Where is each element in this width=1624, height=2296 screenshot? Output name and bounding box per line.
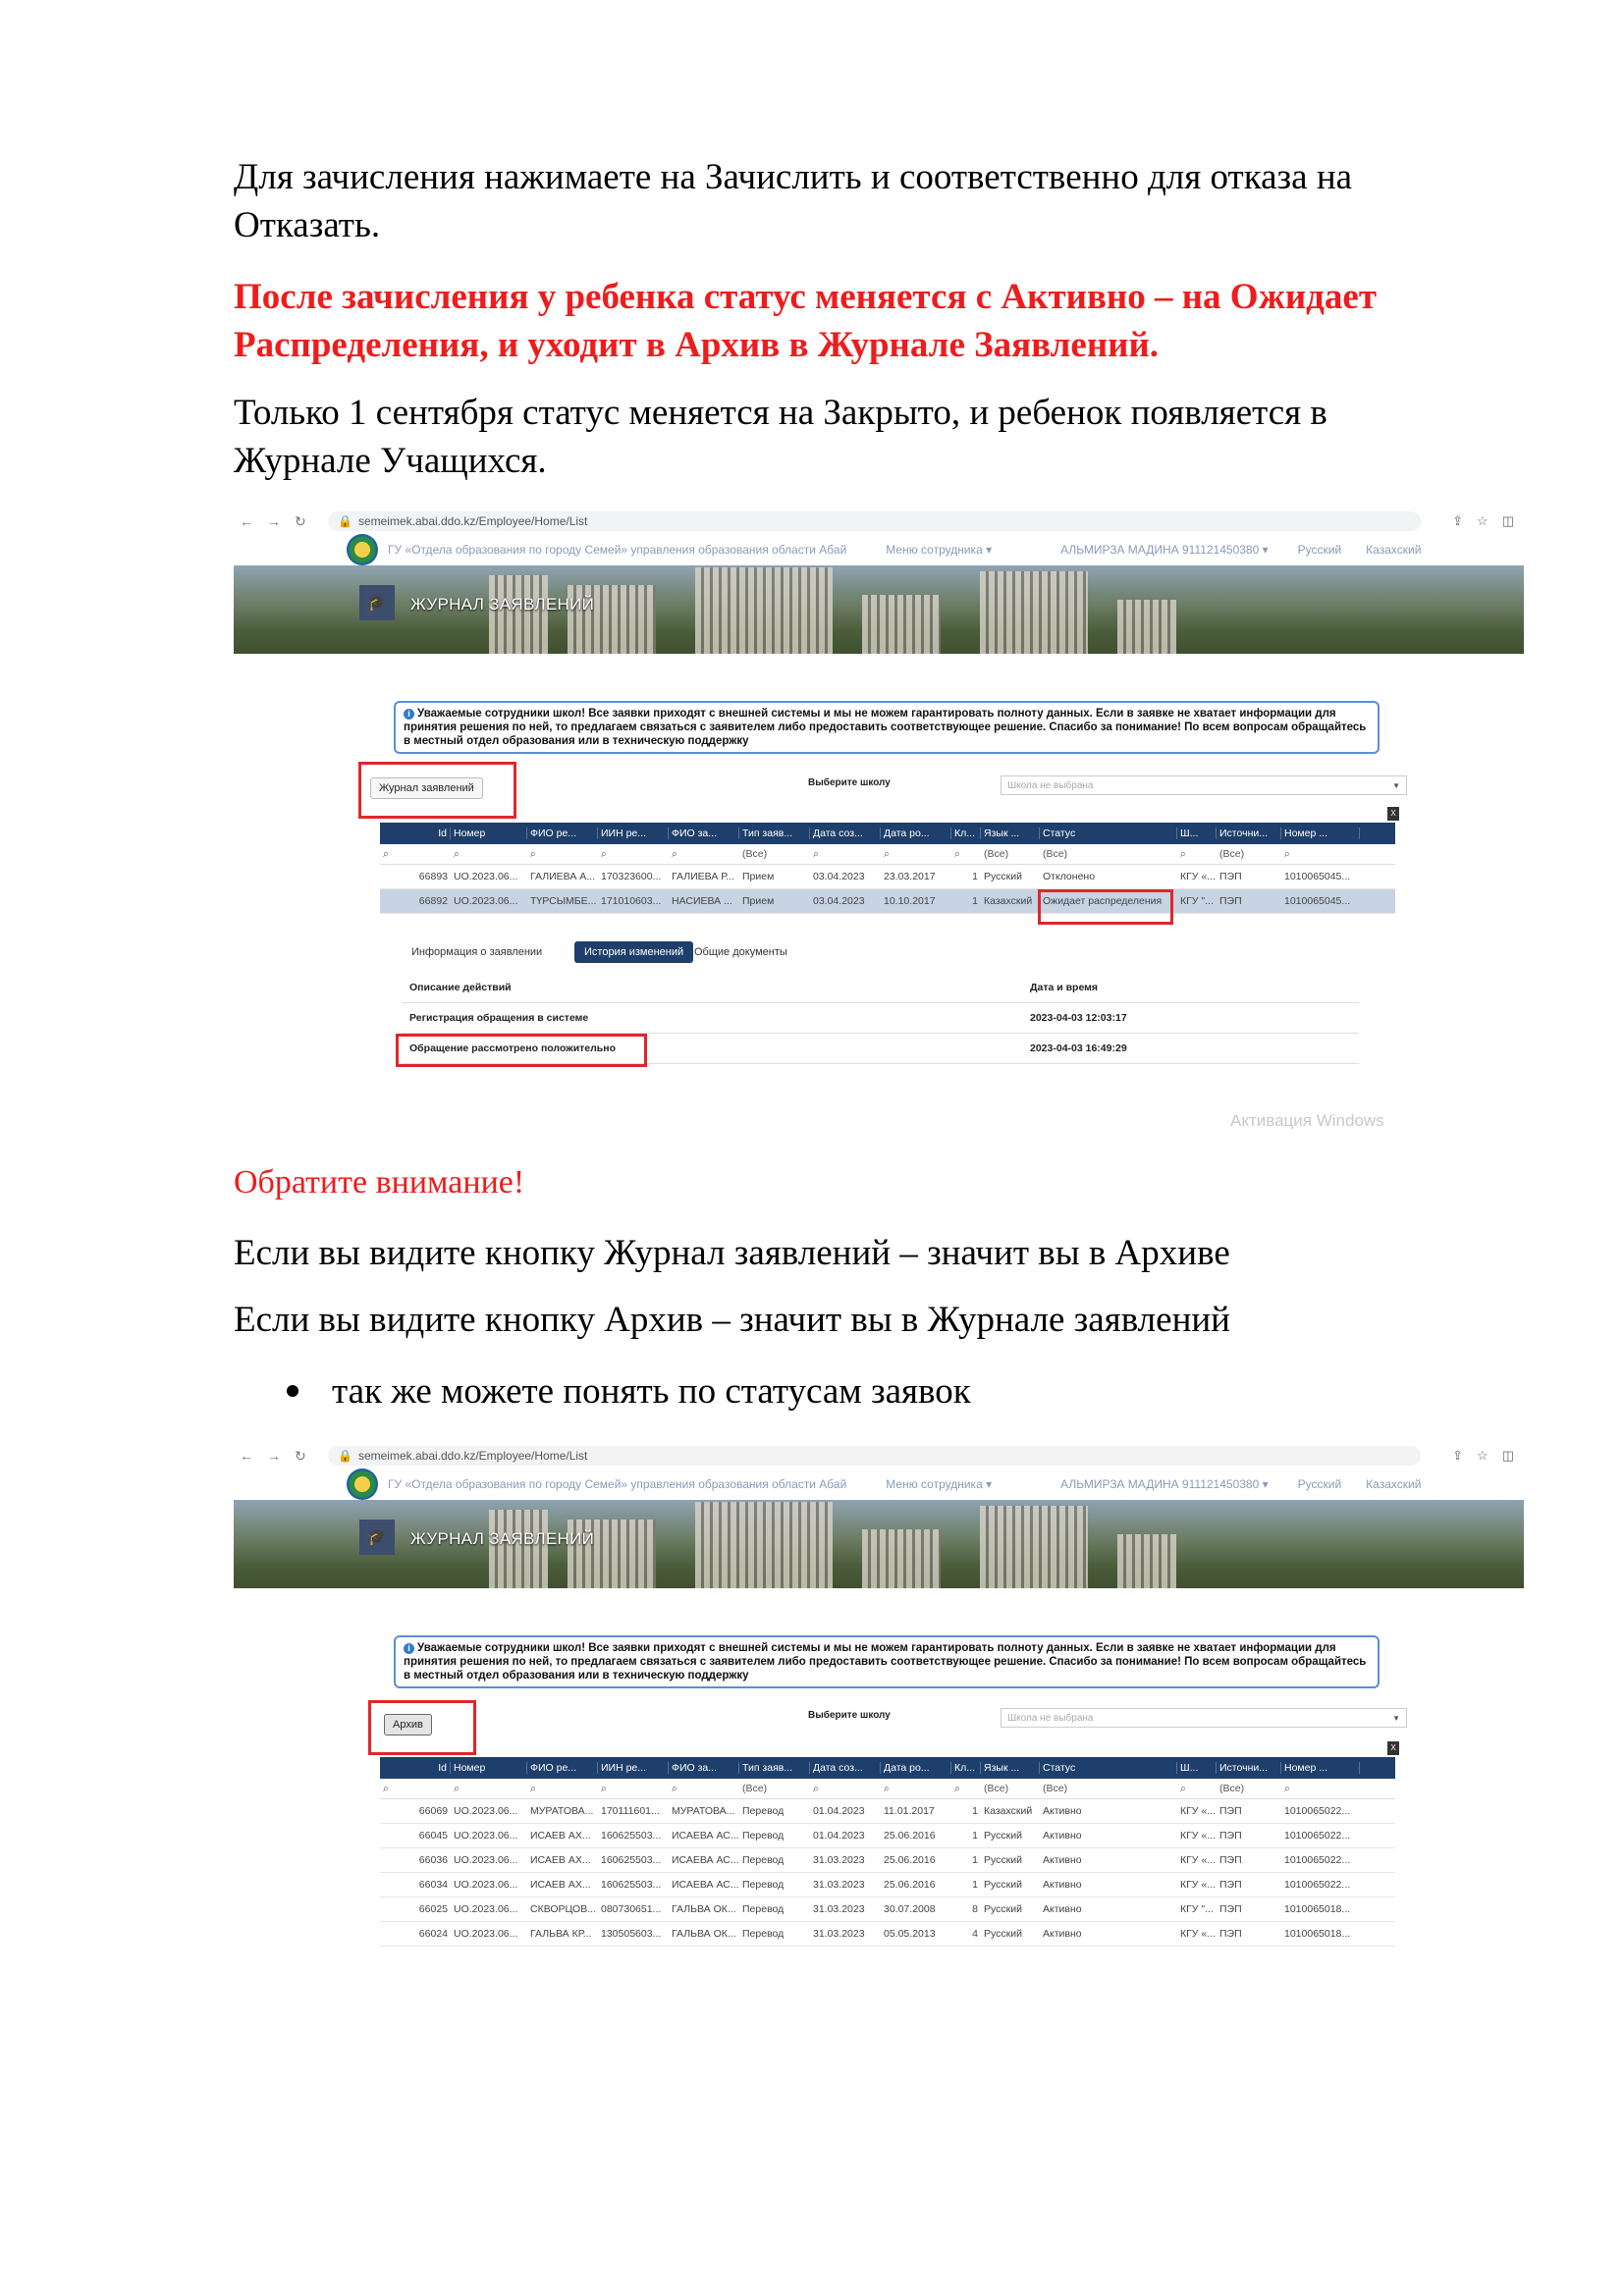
table-cell: Ожидает распределения <box>1040 895 1177 907</box>
table-cell: СКВОРЦОВ... <box>530 1903 596 1915</box>
table-cell: Казахский <box>984 1805 1033 1817</box>
site-header <box>234 1468 1524 1500</box>
control-row <box>366 1688 1407 1757</box>
column-header[interactable]: ФИО за... <box>669 1762 739 1774</box>
column-filter[interactable]: (Все) <box>984 1783 1009 1794</box>
table-cell: ПЭП <box>1219 871 1242 882</box>
table-cell: UO.2023.06... <box>454 1903 518 1915</box>
column-filter[interactable]: ⌕ <box>1180 1782 1186 1794</box>
chevron-down-icon: ▼ <box>1392 1713 1400 1723</box>
lock-icon: 🔒 <box>338 514 352 528</box>
table-cell: 171010603... <box>601 895 662 907</box>
column-filter[interactable]: (Все) <box>1219 1783 1245 1794</box>
table-cell: 1010065045... <box>1284 895 1351 907</box>
excel-export-icon[interactable]: X <box>1387 1741 1399 1755</box>
reload-icon[interactable]: ↻ <box>295 512 306 529</box>
table-cell: 1 <box>972 1830 978 1842</box>
school-select[interactable] <box>1001 1708 1407 1728</box>
table-cell: НАСИЕВА ... <box>672 895 732 907</box>
lang-kz-link[interactable]: Казахский <box>1366 1477 1422 1491</box>
table-row[interactable] <box>380 1824 1395 1848</box>
table-cell: ИСАЕВА АС... <box>672 1879 739 1891</box>
table-cell: ГАЛЬВА ОК... <box>672 1928 736 1940</box>
table-row[interactable] <box>380 1922 1395 1947</box>
table-row[interactable] <box>380 865 1395 889</box>
tab-info[interactable]: Информация о заявлении <box>411 946 543 958</box>
column-header[interactable]: Id <box>409 828 451 839</box>
column-header[interactable]: Источни... <box>1217 828 1281 839</box>
table-cell: 170323600... <box>601 871 662 882</box>
info-notice <box>394 1635 1380 1688</box>
column-filter[interactable]: ⌕ <box>1284 1782 1290 1794</box>
highlight-box <box>396 1034 647 1067</box>
column-header[interactable]: Ш... <box>1177 1762 1217 1774</box>
table-cell: 1 <box>972 1805 978 1817</box>
table-cell: 1010065022... <box>1284 1879 1351 1891</box>
column-header[interactable]: Источни... <box>1217 1762 1281 1774</box>
table-cell: ТҮРСЫМБЕ... <box>530 895 597 907</box>
table-cell: UO.2023.06... <box>454 895 518 907</box>
table-cell: 03.04.2023 <box>813 895 865 907</box>
table-cell: 66024 <box>418 1928 448 1940</box>
column-filter[interactable]: ⌕ <box>813 847 819 860</box>
column-header[interactable]: ФИО ре... <box>527 1762 598 1774</box>
history-date: 2023-04-03 16:49:29 <box>1030 1042 1127 1054</box>
grid-filter-row <box>380 1779 1395 1799</box>
main-panel <box>366 701 1407 1064</box>
table-cell: 1 <box>972 895 978 907</box>
table-row[interactable] <box>380 1848 1395 1873</box>
forward-icon[interactable]: → <box>267 512 281 529</box>
sidebar-icon[interactable]: ◫ <box>1501 1448 1514 1463</box>
column-header[interactable]: Язык ... <box>981 1762 1040 1774</box>
banner <box>234 1500 1524 1588</box>
lang-ru-link[interactable]: Русский <box>1297 543 1342 557</box>
table-cell: Активно <box>1043 1854 1082 1866</box>
column-filter[interactable]: ⌕ <box>1180 847 1186 860</box>
table-cell: КГУ «... <box>1180 1854 1216 1866</box>
graduation-cap-icon: 🎓 <box>359 1520 395 1555</box>
table-cell: Русский <box>984 871 1022 882</box>
column-filter[interactable]: ⌕ <box>530 847 536 860</box>
column-filter[interactable]: ⌕ <box>530 1782 536 1794</box>
tab-documents[interactable]: Общие документы <box>694 946 787 958</box>
column-header[interactable]: Номер <box>451 828 527 839</box>
column-filter[interactable]: (Все) <box>984 848 1009 860</box>
column-filter[interactable]: (Все) <box>742 1783 768 1794</box>
attention-note: Обратите внимание! <box>234 1164 525 1201</box>
table-cell: КГУ "... <box>1180 1903 1214 1915</box>
column-filter[interactable]: ⌕ <box>884 1782 890 1794</box>
table-cell: Отклонено <box>1043 871 1096 882</box>
applications-grid <box>380 823 1395 914</box>
table-cell: ГАЛИЕВА А... <box>530 871 595 882</box>
table-cell: 160625503... <box>601 1854 662 1866</box>
column-filter[interactable]: ⌕ <box>1284 847 1290 860</box>
table-cell: Активно <box>1043 1928 1082 1940</box>
table-cell: 25.06.2016 <box>884 1879 936 1891</box>
column-filter[interactable]: ⌕ <box>601 847 607 860</box>
column-header[interactable]: Дата ро... <box>881 1762 951 1774</box>
reload-icon[interactable]: ↻ <box>295 1447 306 1464</box>
column-header[interactable]: ИИН ре... <box>598 828 669 839</box>
table-cell: ПЭП <box>1219 1879 1242 1891</box>
emblem-icon <box>347 534 378 565</box>
table-cell: 1 <box>972 1879 978 1891</box>
table-cell: ИСАЕВ АХ... <box>530 1830 591 1842</box>
paragraph-september: Только 1 сентября статус меняется на Закрыто, и ребенок появляется в Журнале Учащихся. <box>234 393 1327 481</box>
choose-school-label: Выберите школу <box>808 1710 891 1721</box>
column-header[interactable]: Тип заяв... <box>739 1762 810 1774</box>
bullet-dot <box>287 1385 298 1397</box>
table-cell: 4 <box>972 1928 978 1940</box>
table-cell: КГУ "... <box>1180 895 1214 907</box>
table-cell: Активно <box>1043 1830 1082 1842</box>
column-filter[interactable]: ⌕ <box>954 847 960 860</box>
history-row <box>402 1034 1359 1064</box>
column-header[interactable]: Дата ро... <box>881 828 951 839</box>
school-select-value: Школа не выбрана <box>1007 779 1094 791</box>
table-cell: 11.01.2017 <box>884 1805 935 1817</box>
table-cell: UO.2023.06... <box>454 1805 518 1817</box>
table-cell: КГУ «... <box>1180 1830 1216 1842</box>
table-cell: ПЭП <box>1219 1854 1242 1866</box>
column-header[interactable]: Id <box>409 1762 451 1774</box>
page-title: ЖУРНАЛ ЗАЯВЛЕНИЙ <box>410 1529 595 1548</box>
column-filter[interactable]: ⌕ <box>884 847 890 860</box>
windows-watermark: Активация Windows <box>1230 1111 1384 1130</box>
table-cell: UO.2023.06... <box>454 1854 518 1866</box>
column-header[interactable]: Статус <box>1040 828 1177 839</box>
user-menu[interactable]: АЛЬМИРЗА МАДИНА 911121450380 ▾ <box>1060 543 1269 557</box>
paragraph-status-warning: После зачисления у ребенка статус меняется с Активно – на Ожидает Распределения, и уходит в Архив в Журнале Заявлений. <box>234 277 1378 365</box>
table-cell: МУРАТОВА... <box>530 1805 594 1817</box>
table-cell: 66893 <box>418 871 448 882</box>
table-cell: Перевод <box>742 1903 785 1915</box>
table-cell: 25.06.2016 <box>884 1830 936 1842</box>
column-header[interactable]: Номер ... <box>1281 828 1360 839</box>
share-icon[interactable]: ⇪ <box>1452 1448 1464 1463</box>
column-header[interactable]: Статус <box>1040 1762 1177 1774</box>
share-icon[interactable]: ⇪ <box>1452 513 1464 528</box>
journal-button[interactable]: Журнал заявлений <box>370 777 483 799</box>
table-cell: 30.07.2008 <box>884 1903 936 1915</box>
archive-button[interactable]: Архив <box>384 1714 432 1735</box>
table-cell: 1010065045... <box>1284 871 1351 882</box>
column-header[interactable]: ФИО ре... <box>527 828 598 839</box>
notice-text: Уважаемые сотрудники школ! Все заявки приходят с внешней системы и мы не можем гарантировать полноту данных. Если в заявке не хватает информации для принятия решения по ней, то предлагаем связаться с заявителем либо предоставить соответствующее решение. Спасибо за понимание! По всем вопросам обращайтесь в местный отдел образования или в техническую поддержку <box>404 1642 1367 1682</box>
choose-school-label: Выберите школу <box>808 777 891 788</box>
table-cell: Активно <box>1043 1903 1082 1915</box>
info-icon: i <box>404 1643 414 1654</box>
table-cell: 130505603... <box>601 1928 662 1940</box>
column-filter[interactable]: ⌕ <box>672 847 677 860</box>
table-cell: 160625503... <box>601 1879 662 1891</box>
column-filter[interactable]: ⌕ <box>601 1782 607 1794</box>
table-cell: ГАЛЬВА КР... <box>530 1928 592 1940</box>
table-cell: ПЭП <box>1219 1928 1242 1940</box>
lang-ru-link[interactable]: Русский <box>1297 1477 1342 1491</box>
history-col-date: Дата и время <box>1030 982 1099 993</box>
table-cell: ИСАЕВ АХ... <box>530 1854 591 1866</box>
table-cell: 1010065018... <box>1284 1903 1351 1915</box>
detail-tabs <box>366 934 1407 973</box>
table-cell: 03.04.2023 <box>813 871 865 882</box>
table-cell: ПЭП <box>1219 1830 1242 1842</box>
table-cell: 10.10.2017 <box>884 895 936 907</box>
table-cell: Активно <box>1043 1879 1082 1891</box>
table-cell: 25.06.2016 <box>884 1854 936 1866</box>
table-cell: 05.05.2013 <box>884 1928 936 1940</box>
org-name[interactable]: ГУ «Отдела образования по городу Семей» управления образования области Абай <box>388 1477 847 1491</box>
history-col-description: Описание действий <box>409 982 512 993</box>
table-cell: 8 <box>972 1903 978 1915</box>
table-cell: 080730651... <box>601 1903 662 1915</box>
column-filter[interactable]: ⌕ <box>454 1782 460 1794</box>
table-cell: 31.03.2023 <box>813 1854 865 1866</box>
org-name[interactable]: ГУ «Отдела образования по городу Семей» управления образования области Абай <box>388 543 847 557</box>
table-cell: 01.04.2023 <box>813 1805 865 1817</box>
table-cell: ГАЛЬВА ОК... <box>672 1903 736 1915</box>
table-cell: 170111601... <box>601 1805 660 1817</box>
history-action: Обращение рассмотрено положительно <box>409 1042 617 1054</box>
table-cell: UO.2023.06... <box>454 1879 518 1891</box>
table-cell: Русский <box>984 1903 1022 1915</box>
main-panel <box>366 1635 1407 1947</box>
lang-kz-link[interactable]: Казахский <box>1366 543 1422 557</box>
table-cell: Прием <box>742 895 775 907</box>
grid-header <box>380 1757 1395 1779</box>
table-cell: Русский <box>984 1928 1022 1940</box>
chevron-down-icon: ▼ <box>1392 780 1400 790</box>
table-cell: UO.2023.06... <box>454 1830 518 1842</box>
browser-url-bar <box>234 508 1524 534</box>
table-cell: 01.04.2023 <box>813 1830 865 1842</box>
column-filter[interactable]: ⌕ <box>454 847 460 860</box>
history-action: Регистрация обращения в системе <box>409 1012 589 1024</box>
column-filter[interactable]: (Все) <box>1043 848 1068 860</box>
table-cell: Русский <box>984 1830 1022 1842</box>
control-row <box>366 754 1407 823</box>
table-cell: Перевод <box>742 1928 785 1940</box>
column-header[interactable]: Дата соз... <box>810 1762 881 1774</box>
history-header <box>402 973 1359 1003</box>
browser-url-bar <box>234 1443 1524 1468</box>
user-menu[interactable]: АЛЬМИРЗА МАДИНА 911121450380 ▾ <box>1060 1477 1269 1491</box>
site-header <box>234 534 1524 565</box>
tab-history[interactable]: История изменений <box>574 941 693 963</box>
screenshot-journal <box>234 1443 1524 1985</box>
school-select[interactable] <box>1001 775 1407 795</box>
column-header[interactable]: Номер <box>451 1762 527 1774</box>
table-cell: 31.03.2023 <box>813 1928 865 1940</box>
grid-header <box>380 823 1395 844</box>
table-cell: Перевод <box>742 1854 785 1866</box>
table-cell: МУРАТОВА... <box>672 1805 735 1817</box>
column-filter[interactable]: ⌕ <box>813 1782 819 1794</box>
forward-icon[interactable]: → <box>267 1447 281 1464</box>
table-cell: 1 <box>972 871 978 882</box>
table-row[interactable] <box>380 1897 1395 1922</box>
back-icon[interactable]: ← <box>240 1447 253 1464</box>
column-header[interactable]: Ш... <box>1177 828 1217 839</box>
table-cell: 31.03.2023 <box>813 1879 865 1891</box>
table-cell: 66892 <box>418 895 448 907</box>
address-field[interactable] <box>328 511 1421 531</box>
table-cell: UO.2023.06... <box>454 871 518 882</box>
table-cell: Казахский <box>984 895 1033 907</box>
table-cell: 23.03.2017 <box>884 871 936 882</box>
back-icon[interactable]: ← <box>240 512 253 529</box>
url-text: semeimek.abai.ddo.kz/Employee/Home/List <box>357 1449 588 1463</box>
url-text: semeimek.abai.ddo.kz/Employee/Home/List <box>357 514 588 528</box>
applications-grid <box>380 1757 1395 1947</box>
column-header[interactable]: Кл... <box>951 1762 981 1774</box>
paragraph-journal-button: Если вы видите кнопку Журнал заявлений – значит вы в Архиве <box>234 1233 1230 1273</box>
column-header[interactable]: Язык ... <box>981 828 1040 839</box>
screenshot-archive <box>234 508 1524 1137</box>
table-cell: КГУ «... <box>1180 1879 1216 1891</box>
page-title: ЖУРНАЛ ЗАЯВЛЕНИЙ <box>410 595 595 614</box>
column-header[interactable]: Тип заяв... <box>739 828 810 839</box>
column-header[interactable]: Дата соз... <box>810 828 881 839</box>
column-header[interactable]: Кл... <box>951 828 981 839</box>
column-header[interactable]: ФИО за... <box>669 828 739 839</box>
excel-export-icon[interactable]: X <box>1387 807 1399 821</box>
table-row[interactable] <box>380 889 1395 914</box>
table-cell: 1010065022... <box>1284 1830 1351 1842</box>
table-cell: Перевод <box>742 1805 785 1817</box>
table-cell: 66025 <box>418 1903 448 1915</box>
history-table <box>402 973 1359 1064</box>
graduation-cap-icon: 🎓 <box>359 585 395 620</box>
table-row[interactable] <box>380 1799 1395 1824</box>
sidebar-icon[interactable]: ◫ <box>1501 513 1514 528</box>
notice-text: Уважаемые сотрудники школ! Все заявки приходят с внешней системы и мы не можем гарантировать полноту данных. Если в заявке не хватает информации для принятия решения по ней, то предлагаем связаться с заявителем либо предоставить соответствующее решение. Спасибо за понимание! По всем вопросам обращайтесь в местный отдел образования или в техническую поддержку <box>404 708 1367 747</box>
banner <box>234 565 1524 654</box>
table-cell: ИСАЕВА АС... <box>672 1830 739 1842</box>
lock-icon: 🔒 <box>338 1449 352 1463</box>
table-cell: ИСАЕВА АС... <box>672 1854 739 1866</box>
table-cell: 66034 <box>418 1879 448 1891</box>
column-filter[interactable]: ⌕ <box>383 1782 389 1794</box>
school-select-value: Школа не выбрана <box>1007 1712 1094 1724</box>
history-date: 2023-04-03 12:03:17 <box>1030 1012 1127 1024</box>
emblem-icon <box>347 1468 378 1500</box>
info-icon: i <box>404 709 414 720</box>
table-cell: 160625503... <box>601 1830 662 1842</box>
table-cell: ИСАЕВ АХ... <box>530 1879 591 1891</box>
address-field[interactable] <box>328 1446 1421 1466</box>
employee-menu[interactable]: Меню сотрудника ▾ <box>886 543 993 557</box>
table-cell: 66036 <box>418 1854 448 1866</box>
table-cell: ПЭП <box>1219 1805 1242 1817</box>
column-header[interactable]: Номер ... <box>1281 1762 1360 1774</box>
table-cell: ПЭП <box>1219 1903 1242 1915</box>
column-filter[interactable]: (Все) <box>1043 1783 1068 1794</box>
column-filter[interactable]: (Все) <box>1219 848 1245 860</box>
table-cell: Перевод <box>742 1879 785 1891</box>
info-notice <box>394 701 1380 754</box>
table-cell: 1010065022... <box>1284 1805 1351 1817</box>
table-cell: 66045 <box>418 1830 448 1842</box>
table-cell: 1 <box>972 1854 978 1866</box>
column-filter[interactable]: ⌕ <box>672 1782 677 1794</box>
table-cell: КГУ «... <box>1180 1928 1216 1940</box>
table-row[interactable] <box>380 1873 1395 1897</box>
column-filter[interactable]: (Все) <box>742 848 768 860</box>
employee-menu[interactable]: Меню сотрудника ▾ <box>886 1477 993 1491</box>
table-cell: КГУ «... <box>1180 1805 1216 1817</box>
star-icon[interactable]: ☆ <box>1477 1448 1489 1463</box>
paragraph-enroll: Для зачисления нажимаете на Зачислить и соответственно для отказа на Отказать. <box>234 157 1353 245</box>
bullet-item: так же можете понять по статусам заявок <box>332 1371 971 1412</box>
column-header[interactable]: ИИН ре... <box>598 1762 669 1774</box>
table-cell: Прием <box>742 871 775 882</box>
table-cell: 66069 <box>418 1805 448 1817</box>
table-cell: UO.2023.06... <box>454 1928 518 1940</box>
highlight-box <box>1038 889 1173 925</box>
column-filter[interactable]: ⌕ <box>383 847 389 860</box>
star-icon[interactable]: ☆ <box>1477 513 1489 528</box>
paragraph-archive-button: Если вы видите кнопку Архив – значит вы в Журнале заявлений <box>234 1300 1230 1340</box>
table-cell: Русский <box>984 1854 1022 1866</box>
column-filter[interactable]: ⌕ <box>954 1782 960 1794</box>
table-cell: ПЭП <box>1219 895 1242 907</box>
table-cell: Русский <box>984 1879 1022 1891</box>
table-cell: 31.03.2023 <box>813 1903 865 1915</box>
table-cell: Активно <box>1043 1805 1082 1817</box>
history-row <box>402 1003 1359 1034</box>
table-cell: 1010065018... <box>1284 1928 1351 1940</box>
table-cell: 1010065022... <box>1284 1854 1351 1866</box>
grid-filter-row <box>380 844 1395 865</box>
table-cell: Перевод <box>742 1830 785 1842</box>
table-cell: ГАЛИЕВА Р... <box>672 871 735 882</box>
table-cell: КГУ «... <box>1180 871 1216 882</box>
